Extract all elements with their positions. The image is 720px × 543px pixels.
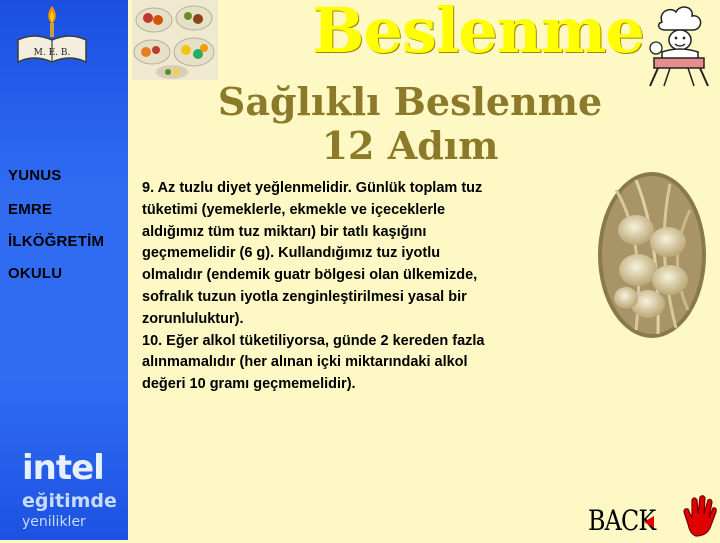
back-button[interactable]	[588, 504, 658, 538]
school-name-line-2: EMRE	[8, 201, 53, 218]
school-name-line-1: YUNUS	[8, 167, 62, 184]
school-name-line-3: İLKÖĞRETİM	[8, 233, 105, 250]
intel-brand: intel	[22, 448, 104, 488]
garlic-image	[596, 170, 708, 340]
chef-icon	[640, 2, 718, 90]
logo-text: M. E. B.	[33, 48, 71, 58]
hand-icon[interactable]	[680, 494, 720, 538]
sidebar	[0, 0, 128, 540]
page-title: Beslenme	[312, 0, 644, 67]
body-text: 9. Az tuzlu diyet yeğlenmelidir. Günlük toplam tuz tüketimi (yemeklerle, ekmekle ve içeceklerle aldığımız tüm tuz miktarı) bir tatlı kaşığını geçmemelidir (6 g). Kullandığımız tuz iyotlu olmalıdır (endemik guatr bölgesi olan ülkemizde, sofralık tuzun iyotla zenginleştirilmesi yasal bir zorunluluktur). 10. Eğer alkol tüketiliyorsa, günde 2 kereden fazla alınmamalıdır (her alınan içki miktarındaki alkol değeri 10 gramı geçmemelidir).	[142, 180, 485, 393]
section-subtitle: Sağlıklı Beslenme 12 Adım	[217, 79, 603, 168]
intel-line-1: eğitimde	[22, 490, 117, 512]
back-arrow-icon	[644, 516, 654, 528]
intel-logo	[12, 448, 122, 532]
back-button-label: BACK	[588, 504, 656, 537]
school-name-line-4: OKULU	[8, 265, 63, 282]
intel-line-2: yenilikler	[22, 514, 86, 530]
food-plates-image	[132, 0, 218, 80]
meb-logo-icon	[12, 4, 92, 68]
